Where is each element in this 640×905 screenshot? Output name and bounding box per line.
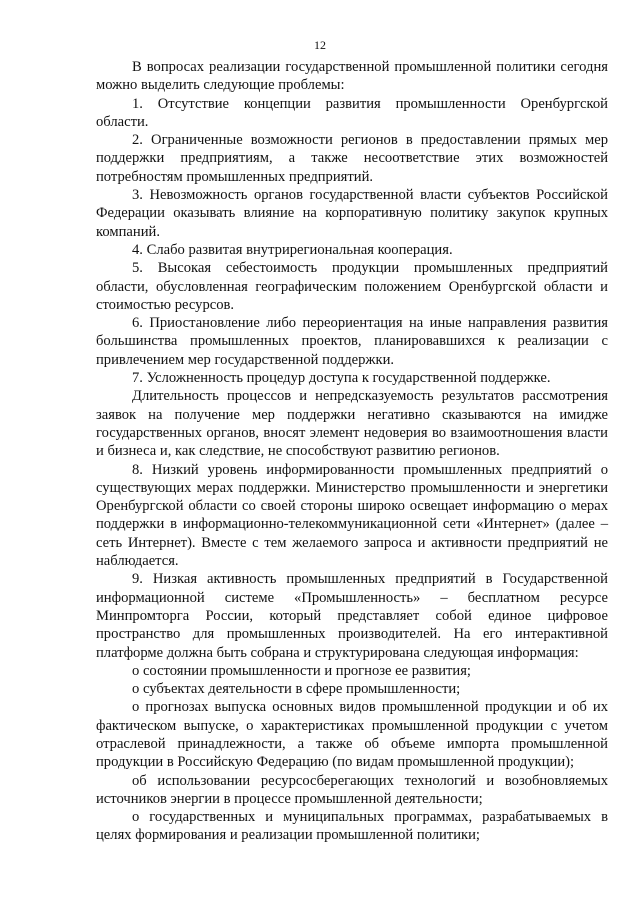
problem-item-7: 7. Усложненность процедур доступа к государственной поддержке. [132, 370, 551, 387]
info-list-item: об использовании ресурсосберегающих технологий и возобновляемых источников энергии в процессе промышленной деятельности; [96, 772, 608, 807]
problem-item-8: 8. Низкий уровень информированности промышленных предприятий о существующих мерах поддержки. Министерство промышленности и энергетики Оренбургской области со своей стороны широко освещает информацию о мерах поддержки в информационно-телекоммуникационной сети «Интернет» (далее – сеть Интернет). Вместе с тем желаемого запроса и активности предприятий не наблюдается. [96, 461, 608, 570]
problem-item-2: 2. Ограниченные возможности регионов в предоставлении прямых мер поддержки предприятиям, а также несоответствие этих возможностей потребностям промышленных предприятий. [96, 132, 608, 185]
problem-item-6: 6. Приостановление либо переориентация на иные направления развития большинства промышленных проектов, планировавшихся к реализации с привлечением мер государственной поддержки. [96, 315, 608, 368]
document-body [96, 58, 608, 845]
problem-item-4: 4. Слабо развитая внутрирегиональная кооперация. [132, 241, 453, 258]
info-list-item: о субъектах деятельности в сфере промышленности; [132, 681, 461, 698]
explanation-paragraph: Длительность процессов и непредсказуемость результатов рассмотрения заявок на получение мер поддержки негативно сказываются на имидже государственных органов, вносят элемент недоверия во взаимоотношения власти и бизнеса и, как следствие, не способствуют развитию регионов. [96, 388, 608, 460]
info-list-item: о прогнозах выпуска основных видов промышленной продукции и об их фактическом выпуске, о характеристиках промышленной продукции с учетом отраслевой принадлежности, а также об объеме импорта промышленной продукции в Российскую Федерацию (по видам промышленной продукции); [96, 699, 608, 771]
info-list-item: о состоянии промышленности и прогнозе ее развития; [132, 662, 471, 679]
problem-item-9: 9. Низкая активность промышленных предприятий в Государственной информационной системе «Промышленность» – бесплатном ресурсе Минпромторга России, который представляет собой единое цифровое пространство для промышленных производителей. На его интерактивной платформе должна быть собрана и структурирована следующая информация: [96, 571, 608, 661]
page-number: 12 [314, 38, 326, 52]
problem-item-5: 5. Высокая себестоимость продукции промышленных предприятий области, обусловленная географическим положением Оренбургской области и стоимостью ресурсов. [96, 260, 608, 313]
problem-item-1: 1. Отсутствие концепции развития промышленности Оренбургской области. [96, 95, 608, 130]
info-list-item: о государственных и муниципальных программах, разрабатываемых в целях формирования и реализации промышленной политики; [96, 809, 608, 844]
problem-item-3: 3. Невозможность органов государственной власти субъектов Российской Федерации оказывать влияние на корпоративную политику закупок крупных компаний. [96, 187, 608, 240]
intro-paragraph: В вопросах реализации государственной промышленной политики сегодня можно выделить следующие проблемы: [96, 59, 608, 94]
